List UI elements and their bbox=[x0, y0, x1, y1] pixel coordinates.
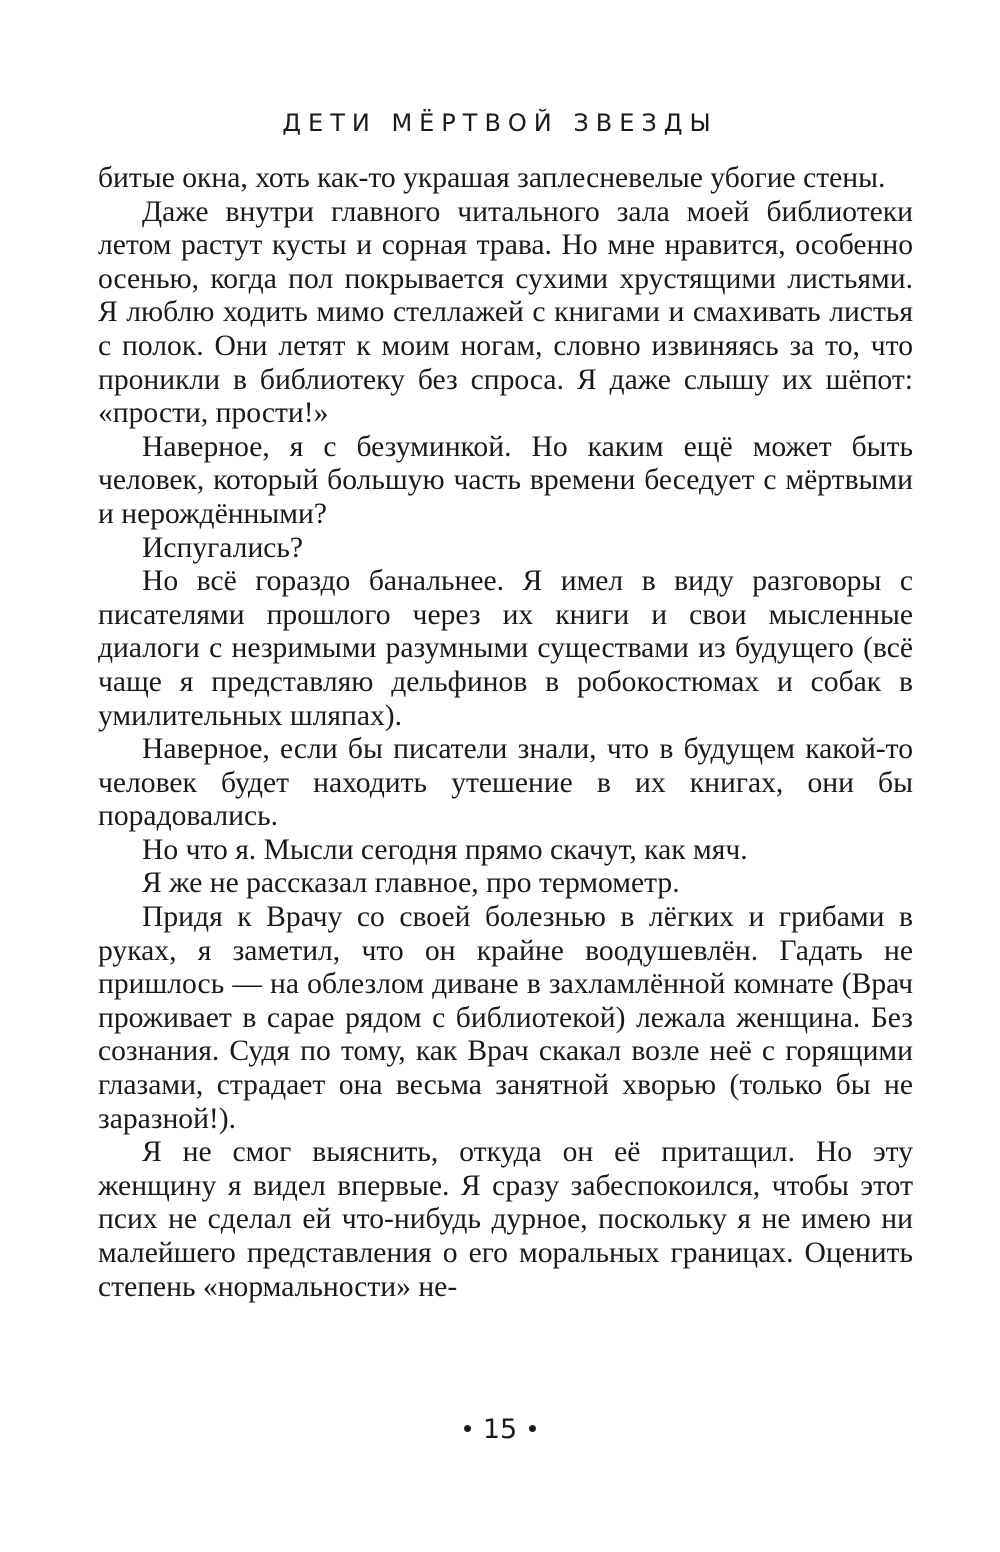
page-folio bbox=[0, 1410, 1000, 1450]
paragraph: Я же не рассказал главное, про термометр. bbox=[142, 867, 680, 900]
paragraph: Наверное, я с безуминкой. Но каким ещё может быть человек, который большую часть времени беседует с мёртвыми и нерождёнными? bbox=[98, 430, 913, 530]
running-title: ДЕТИ МЁРТВОЙ ЗВЕЗДЫ bbox=[282, 109, 718, 137]
paragraph: Но что я. Мысли сегодня прямо скачут, как мяч. bbox=[142, 833, 748, 866]
page-body bbox=[98, 162, 913, 1304]
paragraph: битые окна, хоть как-то украшая заплесневелые убогие стены. bbox=[98, 162, 886, 194]
paragraph: Наверное, если бы писатели знали, что в будущем какой-то человек будет находить утешение в их книгах, они бы порадовались. bbox=[98, 733, 913, 833]
bullet-ornament-left bbox=[464, 1425, 471, 1432]
paragraph: Даже внутри главного читального зала моей библиотеки летом растут кусты и сорная трава. Но мне нравится, особенно осенью, когда пол покрывается сухими хрустящими листьями. Я люблю ходить мимо стеллажей с книгами и смахивать листья с полок. Они летят к моим ногам, словно извиняясь за то, что проникли в библиотеку без спроса. Я даже слышу их шёпот: «прости, прости!» bbox=[98, 195, 913, 430]
paragraph: Я не смог выяснить, откуда он её притащил. Но эту женщину я видел впервые. Я сразу забеспокоился, чтобы этот псих не сделал ей что-нибудь дурное, поскольку я не имею ни малейшего представления о его моральных границах. Оценить степень «нормальности» не- bbox=[98, 1136, 913, 1303]
bullet-ornament-right bbox=[529, 1425, 536, 1432]
page-number: 15 bbox=[482, 1414, 518, 1445]
paragraph: Испугались? bbox=[142, 531, 304, 564]
paragraph: Придя к Врачу со своей болезнью в лёгких и грибами в руках, я заметил, что он крайне воодушевлён. Гадать не пришлось — на облезлом диване в захламлённой комнате (Врач проживает в сарае рядом с библиотекой) лежала женщина. Без сознания. Судя по тому, как Врач скакал возле неё с горящими глазами, страдает она весьма занятной хворью (только бы не заразной!). bbox=[98, 901, 913, 1135]
paragraph: Но всё гораздо банальнее. Я имел в виду разговоры с писателями прошлого через их книги и свои мысленные диалоги с незримыми разумными существами из будущего (всё чаще я представляю дельфинов в робокостюмах и собак в умилительных шляпах). bbox=[98, 565, 913, 732]
